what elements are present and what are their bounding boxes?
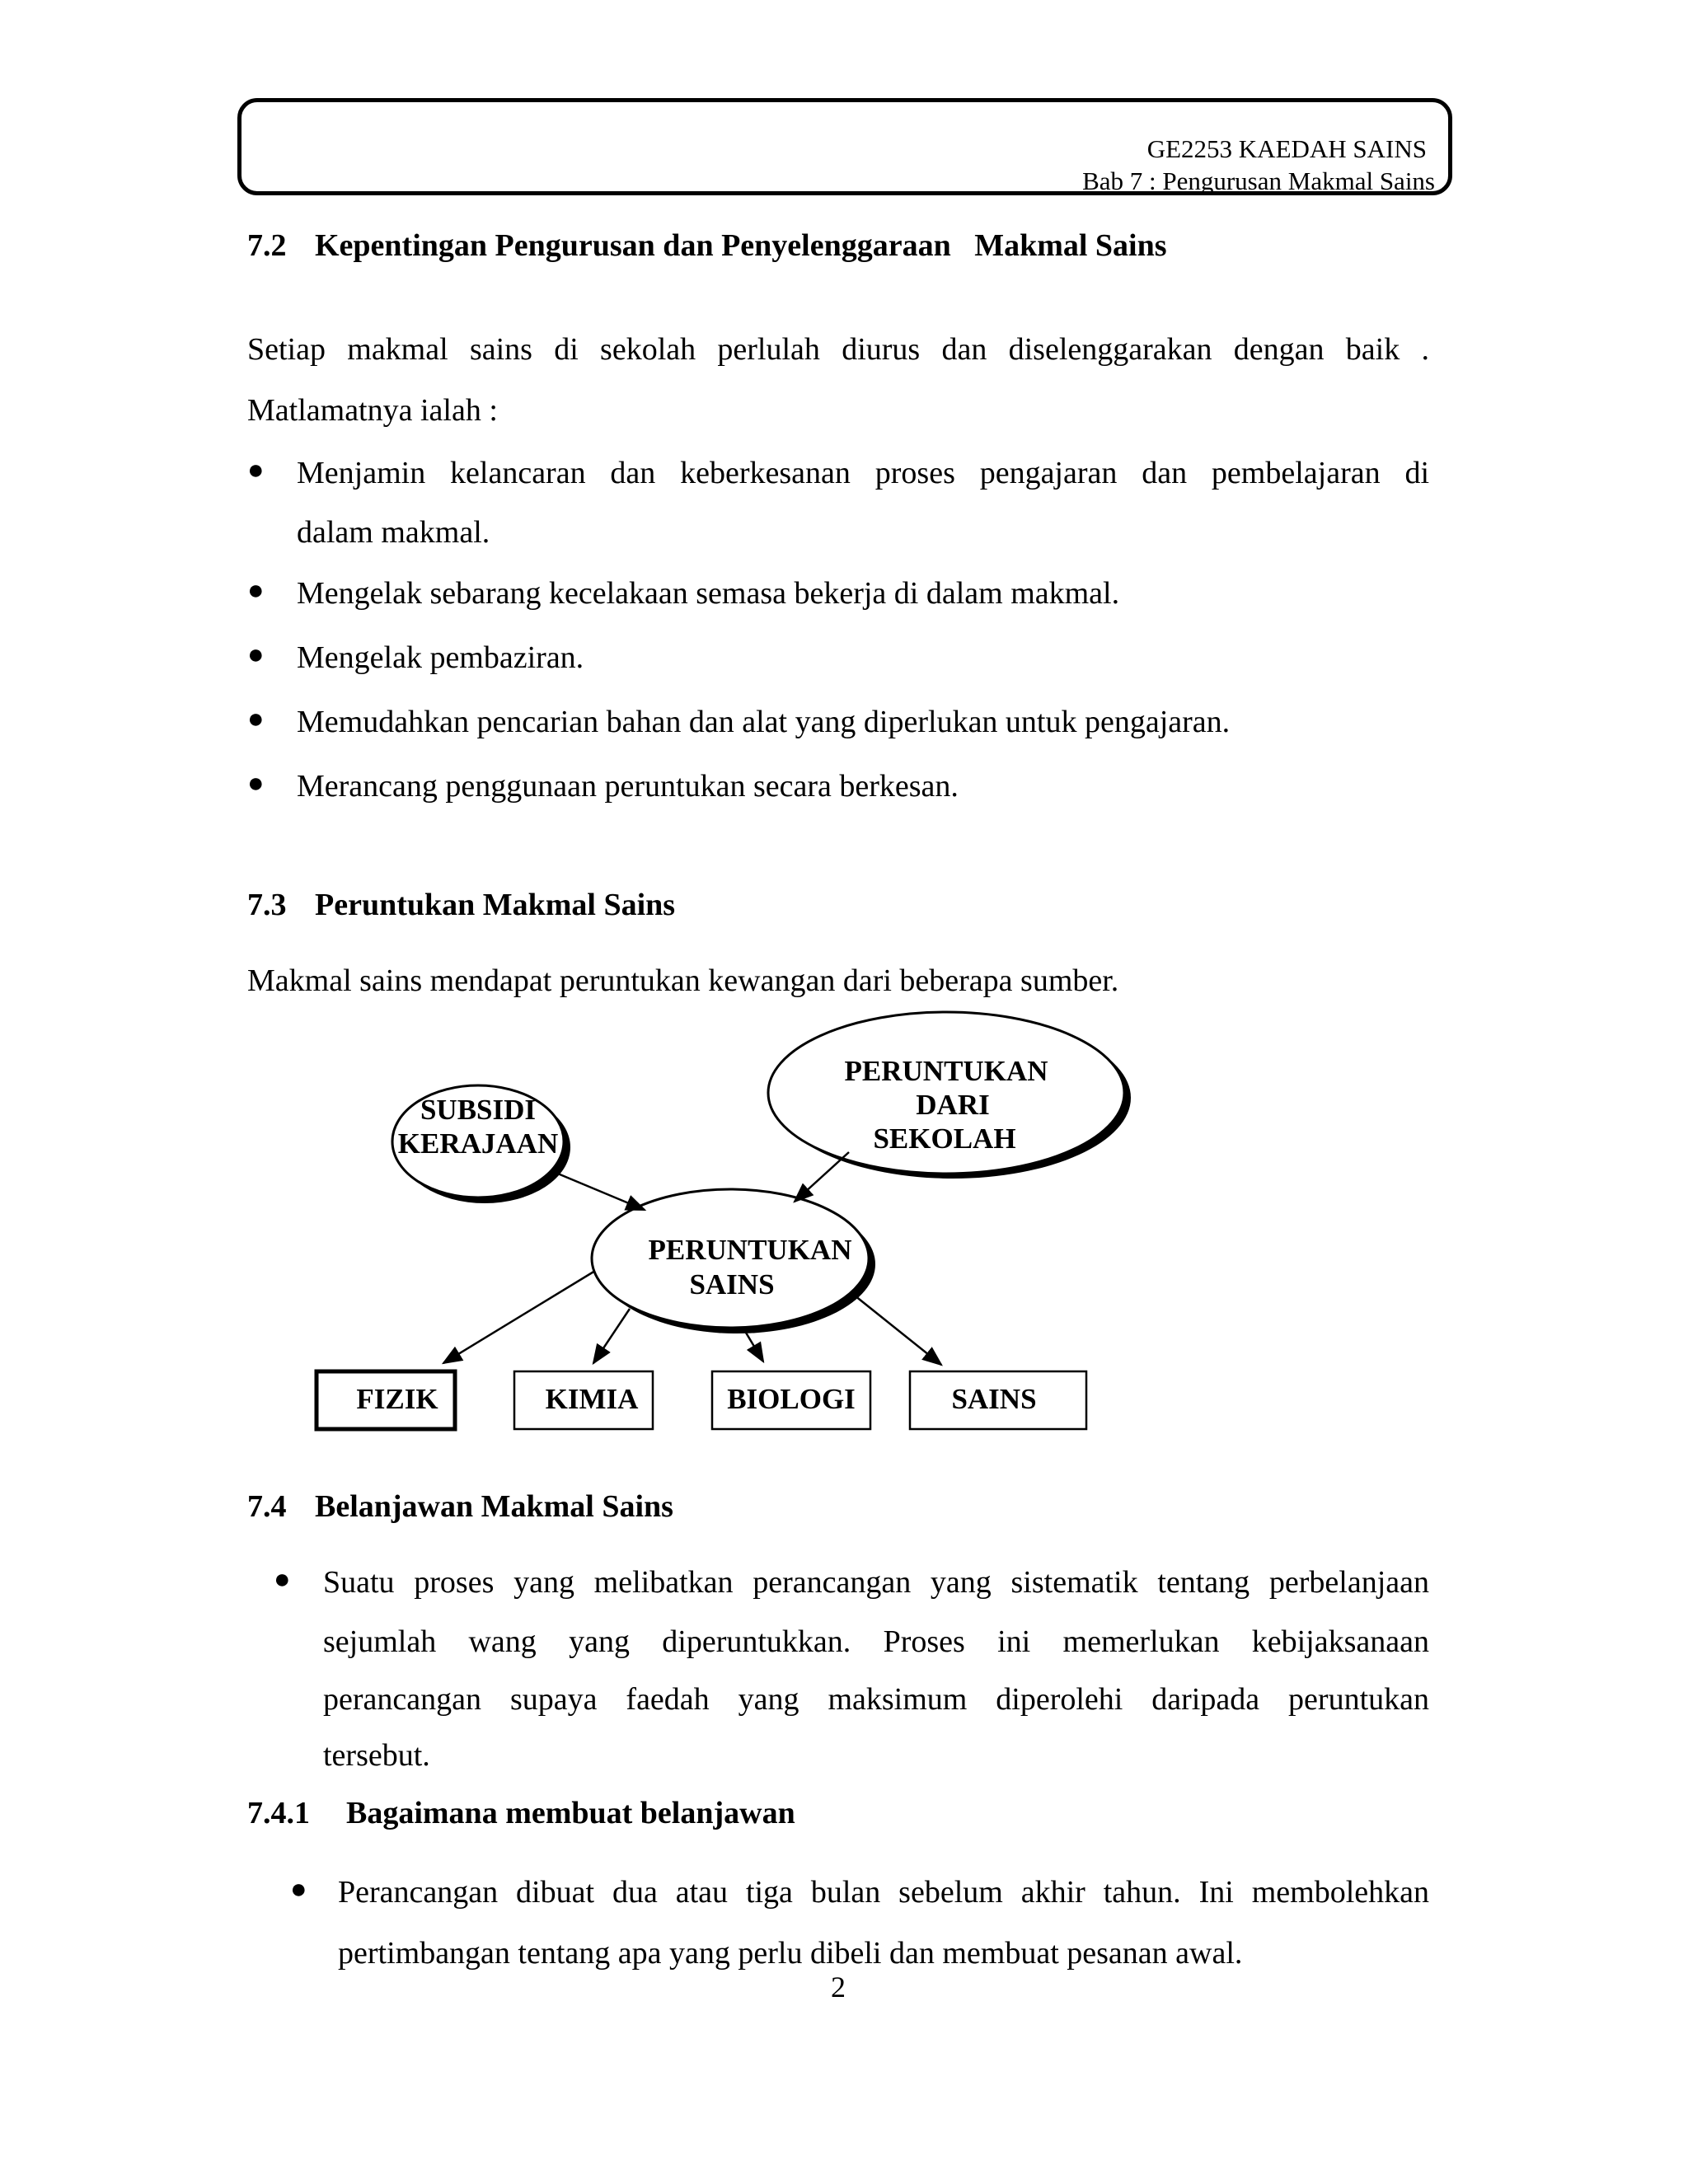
- box-biologi: [712, 1371, 870, 1429]
- bullet-7-2-4-text: Memudahkan pencarian bahan dan alat yang diperlukan untuk pengajaran.: [297, 705, 1231, 739]
- box-kimia-label: KIMIA: [545, 1383, 639, 1415]
- arrow-center-to-sains: [851, 1292, 941, 1365]
- page-number: 2: [831, 1971, 846, 2004]
- node-sekolah-line3: SEKOLAH: [873, 1122, 1016, 1155]
- bullet-7-4-line1: Suatu proses yang melibatkan perancangan yang sistematik tentang perbelanjaan: [323, 1565, 1429, 1600]
- box-biologi-label: BIOLOGI: [727, 1383, 856, 1415]
- node-sekolah-line1: PERUNTUKAN: [844, 1055, 1048, 1087]
- node-subsidi-kerajaan: [392, 1085, 570, 1203]
- section-7-4-title: Belanjawan Makmal Sains: [315, 1489, 673, 1524]
- bullet-dot: ●: [274, 1564, 291, 1595]
- bullet-7-4-1-line1: Perancangan dibuat dua atau tiga bulan sebelum akhir tahun. Ini membolehkan: [338, 1875, 1429, 1910]
- bullet-7-2-2-text: Mengelak sebarang kecelakaan semasa bekerja di dalam makmal.: [297, 576, 1120, 611]
- section-7-2-title: Kepentingan Pengurusan dan Penyelenggaraan Makmal Sains: [315, 228, 1167, 263]
- arrow-center-to-biologi: [743, 1329, 763, 1361]
- box-kimia: [514, 1371, 653, 1429]
- section-7-3-title: Peruntukan Makmal Sains: [315, 888, 676, 922]
- bullet-7-2-3-text: Mengelak pembaziran.: [297, 640, 584, 675]
- section-7-4-heading: [247, 1488, 673, 1525]
- bullet-7-4-1-line2: pertimbangan tentang apa yang perlu dibeli dan membuat pesanan awal.: [338, 1936, 1243, 1971]
- bullet-dot: ●: [247, 640, 265, 670]
- bullet-7-2-5-text: Merancang penggunaan peruntukan secara berkesan.: [297, 769, 959, 804]
- bullet-7-4-line2: sejumlah wang yang diperuntukkan. Proses ini memerlukan kebijaksanaan: [323, 1624, 1429, 1659]
- bullet-dot: ●: [247, 455, 265, 485]
- bullet-7-2-1-line1: Menjamin kelancaran dan keberkesanan proses pengajaran dan pembelajaran di: [297, 456, 1429, 490]
- section-7-2-intro-line2: Matlamatnya ialah :: [247, 393, 498, 428]
- bullet-dot: ●: [247, 768, 265, 799]
- box-sains: [910, 1371, 1086, 1429]
- arrow-subsidi-to-center: [554, 1172, 645, 1210]
- bullet-dot: ●: [247, 704, 265, 734]
- bullet-7-4-1: [290, 1874, 1429, 1981]
- node-sekolah-line2: DARI: [916, 1089, 990, 1121]
- header-chapter: Bab 7 : Pengurusan Makmal Sains: [1082, 166, 1435, 195]
- section-7-4-1-number: 7.4.1: [247, 1796, 310, 1830]
- bullet-7-2-1-line2: dalam makmal.: [297, 515, 490, 550]
- bullet-7-4-line3: perancangan supaya faedah yang maksimum diperolehi daripada peruntukan: [323, 1682, 1429, 1717]
- box-sains-label: SAINS: [951, 1383, 1037, 1415]
- bullet-7-4-line4: tersebut.: [323, 1738, 430, 1773]
- bullet-7-4: [274, 1564, 1429, 1803]
- section-7-3-text: Makmal sains mendapat peruntukan kewangan dari beberapa sumber.: [247, 963, 1119, 998]
- arrow-sekolah-to-center: [795, 1152, 849, 1202]
- box-fizik-label: FIZIK: [356, 1383, 438, 1415]
- bullet-dot: ●: [290, 1874, 307, 1905]
- arrow-center-to-kimia: [593, 1309, 630, 1363]
- header-course: GE2253 KAEDAH SAINS: [1146, 134, 1427, 163]
- node-subsidi-line2: KERAJAAN: [397, 1127, 559, 1160]
- section-7-4-1-title: Bagaimana membuat belanjawan: [346, 1796, 795, 1830]
- section-7-4-number: 7.4: [247, 1489, 287, 1524]
- node-subsidi-line1: SUBSIDI: [420, 1094, 537, 1126]
- section-7-3-number: 7.3: [247, 888, 287, 922]
- section-7-2-intro-line1: Setiap makmal sains di sekolah perlulah diurus dan diselenggarakan dengan baik .: [247, 332, 1429, 367]
- node-peruntukan-sains: [592, 1189, 875, 1333]
- box-fizik: [316, 1371, 455, 1429]
- node-center-line2: SAINS: [689, 1268, 775, 1301]
- node-peruntukan-sekolah: [768, 1012, 1131, 1179]
- bullet-dot: ●: [247, 575, 265, 606]
- section-7-4-1-heading: [247, 1795, 795, 1831]
- section-7-2-number: 7.2: [247, 228, 287, 263]
- node-center-line1: PERUNTUKAN: [648, 1234, 852, 1266]
- arrow-center-to-fizik: [443, 1271, 595, 1363]
